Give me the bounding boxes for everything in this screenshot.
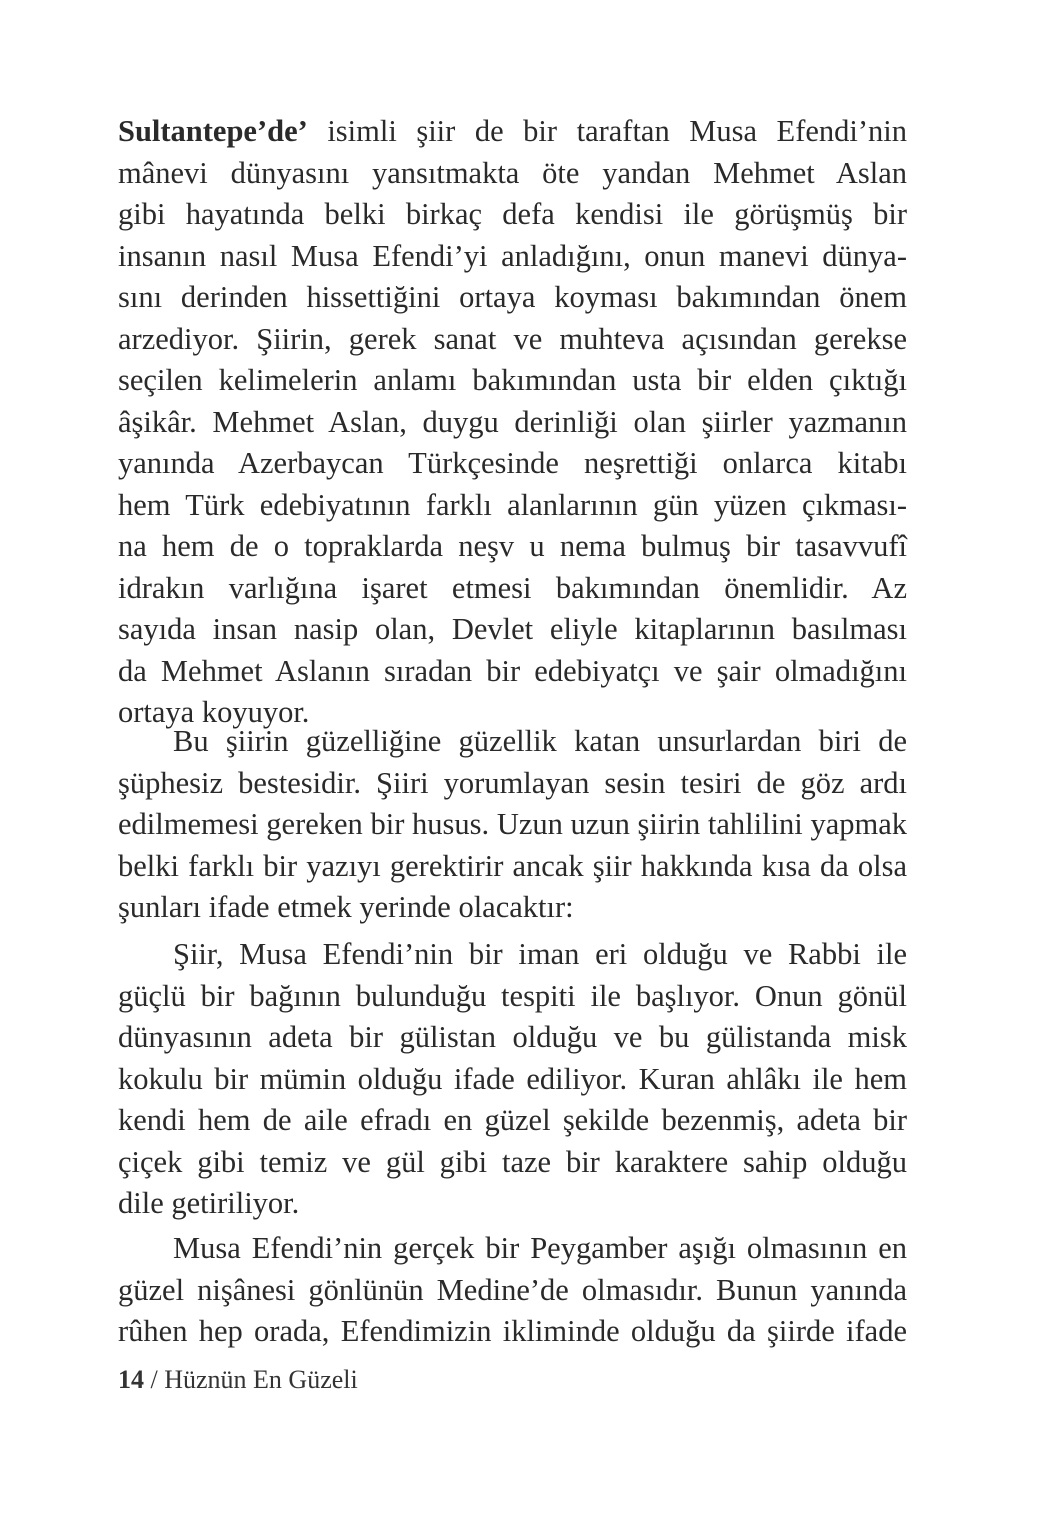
- text-line: da Mehmet Aslanın sıradan bir edebiyatçı ve şair olmadığını: [118, 653, 907, 688]
- page-number: 14: [118, 1365, 144, 1394]
- text-line: yanında Azerbaycan Türkçesinde neşrettiği onlarca kitabı: [118, 446, 907, 480]
- paragraph-4: [118, 1228, 907, 1353]
- text-line: dile getiriliyor.: [118, 1186, 300, 1220]
- text-line: şunları ifade etmek yerinde olacaktır:: [118, 890, 574, 924]
- text-line: Musa Efendi’nin gerçek bir Peygamber aşığı olmasının en: [173, 1231, 907, 1265]
- book-title: Hüznün En Güzeli: [164, 1365, 358, 1394]
- text-line: Sultantepe’de’ isimli şiir de bir taraftan Musa Efendi’nin: [118, 114, 907, 148]
- text-line: idrakın varlığına işaret etmesi bakımından önemlidir. Az: [118, 570, 907, 605]
- text-line: mânevi dünyasını yansıtmakta öte yandan Mehmet Aslan: [118, 155, 907, 190]
- text-line: belki farklı bir yazıyı gerektirir ancak şiir hakkında kısa da olsa: [118, 848, 907, 883]
- text-line: gibi hayatında belki birkaç defa kendisi ile görüşmüş bir: [118, 197, 907, 231]
- footer-separator: /: [144, 1365, 165, 1394]
- text-line: rûhen hep orada, Efendimizin ikliminde olduğu da şiirde ifade: [118, 1314, 907, 1348]
- text-line: ortaya koyuyor.: [118, 695, 310, 729]
- poem-title: Sultantepe’de’: [118, 114, 308, 148]
- text-line: güçlü bir bağının bulunduğu tespiti ile başlıyor. Onun gönül: [118, 978, 907, 1013]
- text-line: sayıda insan nasip olan, Devlet eliyle kitaplarının basılması: [118, 612, 907, 646]
- text-line: Şiir, Musa Efendi’nin bir iman eri olduğu ve Rabbi ile: [173, 937, 907, 971]
- text-line: kokulu bir mümin olduğu ifade ediliyor. Kuran ahlâkı ile hem: [118, 1061, 907, 1096]
- text-line: kendi hem de aile efradı en güzel şekilde bezenmiş, adeta bir: [118, 1103, 907, 1137]
- text-line: şüphesiz bestesidir. Şiiri yorumlayan sesin tesiri de göz ardı: [118, 765, 907, 800]
- paragraph-1: [118, 111, 907, 734]
- text-line: arzediyor. Şiirin, gerek sanat ve muhteva açısından gerekse: [118, 321, 907, 356]
- text-line: güzel nişânesi gönlünün Medine’de olmasıdır. Bunun yanında: [118, 1272, 907, 1307]
- text-line: hem Türk edebiyatının farklı alanlarının gün yüzen çıkması-: [118, 487, 907, 522]
- text-line: âşikâr. Mehmet Aslan, duygu derinliği olan şiirler yazmanın: [118, 404, 907, 439]
- paragraph-3: [118, 934, 907, 1225]
- text-line: seçilen kelimelerin anlamı bakımından usta bir elden çıktığı: [118, 363, 907, 397]
- page-footer: [118, 1365, 358, 1395]
- text-line: Bu şiirin güzelliğine güzellik katan unsurlardan biri de: [173, 724, 907, 758]
- text-line: na hem de o topraklarda neşv u nema bulmuş bir tasavvufî: [118, 529, 907, 563]
- text-line: edilmemesi gereken bir husus. Uzun uzun şiirin tahlilini yapmak: [118, 807, 907, 841]
- text-line: insanın nasıl Musa Efendi’yi anladığını, onun manevi dünya-: [118, 238, 907, 273]
- text-line: dünyasının adeta bir gülistan olduğu ve bu gülistanda misk: [118, 1020, 907, 1054]
- paragraph-2: [118, 721, 907, 929]
- text-line: sını derinden hissettiğini ortaya koyması bakımından önem: [118, 280, 907, 314]
- text-line: çiçek gibi temiz ve gül gibi taze bir karaktere sahip olduğu: [118, 1144, 907, 1179]
